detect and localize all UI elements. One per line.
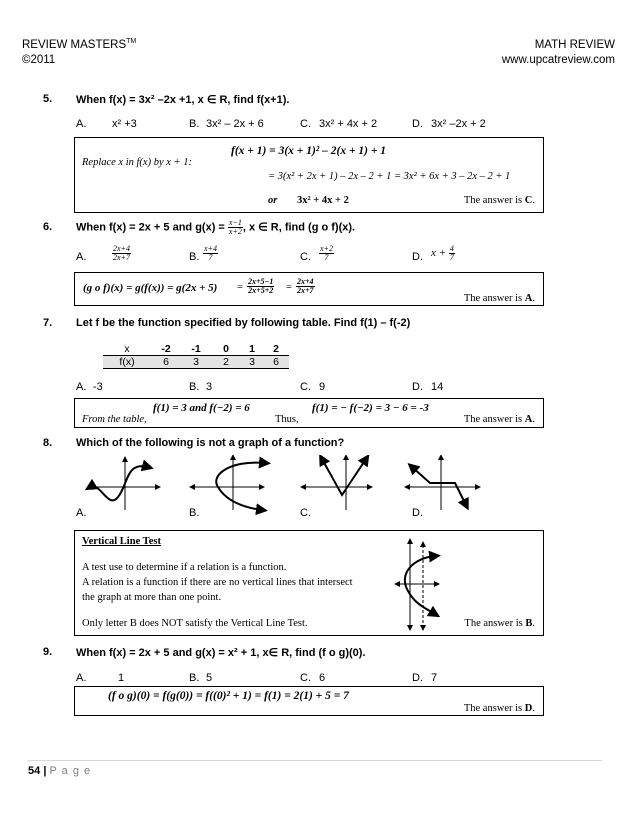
solution-box (74, 398, 544, 428)
solution-line: f(1) = − f(−2) = 3 − 6 = -3 (312, 402, 429, 414)
answer-letter: A (524, 293, 533, 304)
solution-line: = 3(x² + 2x + 1) – 2x – 2 + 1 = 3x² + 6x + 3 – 2x – 2 + 1 (268, 171, 511, 182)
solution-or: or (268, 195, 278, 206)
solution-result: 3x² + 4x + 2 (297, 195, 349, 206)
option-letter: D. (412, 118, 423, 130)
header-year: ©2011 (22, 54, 56, 66)
option-fraction: $\frac{x+4}{7}$ (204, 244, 217, 263)
vlt-text: the graph at more than one point. (82, 592, 222, 603)
function-table (103, 343, 289, 369)
option-text: x² +3 (112, 118, 137, 130)
solution-box (74, 272, 544, 306)
solution-note: From the table, (82, 414, 147, 425)
solution-fraction: $\frac{2x+4}{2x+7}$ (297, 277, 314, 296)
option-text: 3x² – 2x + 6 (206, 118, 264, 130)
option-letter: B. (189, 381, 200, 393)
table-cell: 2 (223, 356, 229, 368)
solution-note: Thus, (275, 414, 299, 425)
option-letter: D. (412, 381, 423, 393)
option-letter: C. (300, 507, 311, 519)
table-cell: 6 (163, 356, 169, 368)
option-letter: B. (189, 672, 200, 684)
option-letter: A. (76, 381, 87, 393)
question-number: 9. (43, 646, 53, 658)
question-text: Let f be the function specified by following table. Find f(1) – f(-2) (76, 317, 411, 329)
question-text: When f(x) = 3x² –2x +1, x ∈ R, find f(x+1). (76, 94, 290, 106)
option-letter: D. (412, 507, 423, 519)
table-cell: 3 (193, 356, 199, 368)
vlt-text: A relation is a function if there are no vertical lines that intersect (82, 577, 353, 588)
table-cell: 1 (249, 343, 255, 355)
option-text: 1 (118, 672, 125, 684)
footer-separator: | (43, 765, 47, 777)
question-number: 6. (43, 221, 53, 233)
option-letter: B. (189, 118, 200, 130)
question-number: 5. (43, 93, 53, 105)
question-text: When f(x) = 2x + 5 and g(x) = x² + 1, x∈ R, find (f o g)(0). (76, 647, 366, 659)
option-letter: C. (300, 118, 311, 130)
option-text: 9 (319, 381, 326, 393)
trademark: TM (126, 38, 137, 45)
answer-letter: B (525, 618, 533, 629)
answer-letter: A (524, 414, 533, 425)
table-cell: x (124, 343, 130, 355)
question-text: Which of the following is not a graph of a function? (76, 437, 345, 449)
table-cell: 2 (273, 343, 279, 355)
page-number: 54 (28, 765, 41, 777)
option-letter: B. (189, 507, 200, 519)
option-text: 3x² + 4x + 2 (319, 118, 378, 130)
option-letter: A. (76, 251, 87, 263)
solution-box (74, 686, 544, 716)
question-number: 7. (43, 317, 53, 329)
vlt-text: A test use to determine if a relation is a function. (82, 562, 287, 573)
graph-a (90, 459, 158, 510)
option-fraction: x + $\frac{4}{7}$ (431, 244, 454, 262)
answer-letter: C (524, 195, 533, 206)
solution-line: (g o f)(x) = g(f(x)) = g(2x + 5) (83, 282, 218, 294)
equals-sign: = (237, 282, 243, 293)
header-right-title: MATH REVIEW (534, 39, 615, 51)
answer-letter: D (524, 703, 533, 714)
option-text: 3x² –2x + 2 (431, 118, 486, 130)
option-text: -3 (93, 381, 103, 393)
vlt-text: Only letter B does NOT satisfy the Vertical Line Test. (82, 618, 308, 629)
option-letter: C. (300, 251, 311, 263)
answer-statement: The answer is C. (463, 195, 535, 206)
question-number: 8. (43, 437, 53, 449)
page-footer (28, 765, 91, 777)
solution-box (74, 137, 544, 213)
vlt-title: Vertical Line Test (82, 536, 161, 547)
option-letter: A. (76, 118, 87, 130)
table-cell: f(x) (119, 356, 135, 368)
option-letter: C. (300, 381, 311, 393)
equals-sign: = (286, 282, 292, 293)
table-cell: 6 (273, 356, 279, 368)
solution-line: f(1) = 3 and f(−2) = 6 (153, 402, 250, 414)
option-text: 3 (206, 381, 213, 393)
graph-d (407, 457, 478, 510)
solution-box (74, 530, 544, 636)
solution-line: f(x + 1) = 3(x + 1)² – 2(x + 1) + 1 (231, 145, 387, 157)
option-letter: C. (300, 672, 311, 684)
table-cell: -1 (191, 343, 201, 355)
answer-statement: The answer is A. (463, 293, 535, 304)
option-letter: D. (412, 672, 423, 684)
option-letter: A. (76, 507, 87, 519)
header-url: www.upcatreview.com (501, 54, 615, 66)
page-word: P a g e (49, 765, 92, 777)
option-text: 14 (431, 381, 444, 393)
option-letter: B. (189, 251, 200, 263)
solution-fraction: $\frac{2x+5-1}{2x+5+2}$ (248, 277, 274, 296)
vertical-line-test-graph (393, 536, 443, 631)
option-text: 7 (431, 672, 438, 684)
table-cell: 0 (223, 343, 229, 355)
option-text: 6 (319, 672, 326, 684)
answer-statement: The answer is A. (463, 414, 535, 425)
question-text: When f(x) = 2x + 5 and g(x) = $\frac{x-1}{x+2}$ , x ∈ R, find (g o f)(x). (76, 218, 356, 236)
graph-options (80, 455, 620, 515)
option-letter: D. (412, 251, 423, 263)
graph-b (192, 457, 265, 510)
graph-c (303, 457, 370, 510)
option-fraction: $\frac{2x+4}{2x+7}$ (113, 244, 130, 263)
table-cell: -2 (161, 343, 171, 355)
solution-note: Replace x in f(x) by x + 1: (82, 157, 192, 168)
answer-statement: The answer is D. (463, 703, 535, 714)
answer-statement: The answer is B. (464, 618, 535, 629)
option-fraction: $\frac{x+2}{7}$ (320, 244, 333, 263)
solution-line: (f o g)(0) = f(g(0)) = f((0)² + 1) = f(1) = 2(1) + 5 = 7 (108, 690, 349, 702)
option-letter: A. (76, 672, 87, 684)
option-text: 5 (206, 672, 213, 684)
table-cell: 3 (249, 356, 255, 368)
footer-divider (28, 760, 602, 761)
header-left-title: REVIEW MASTERS™ (22, 38, 137, 51)
